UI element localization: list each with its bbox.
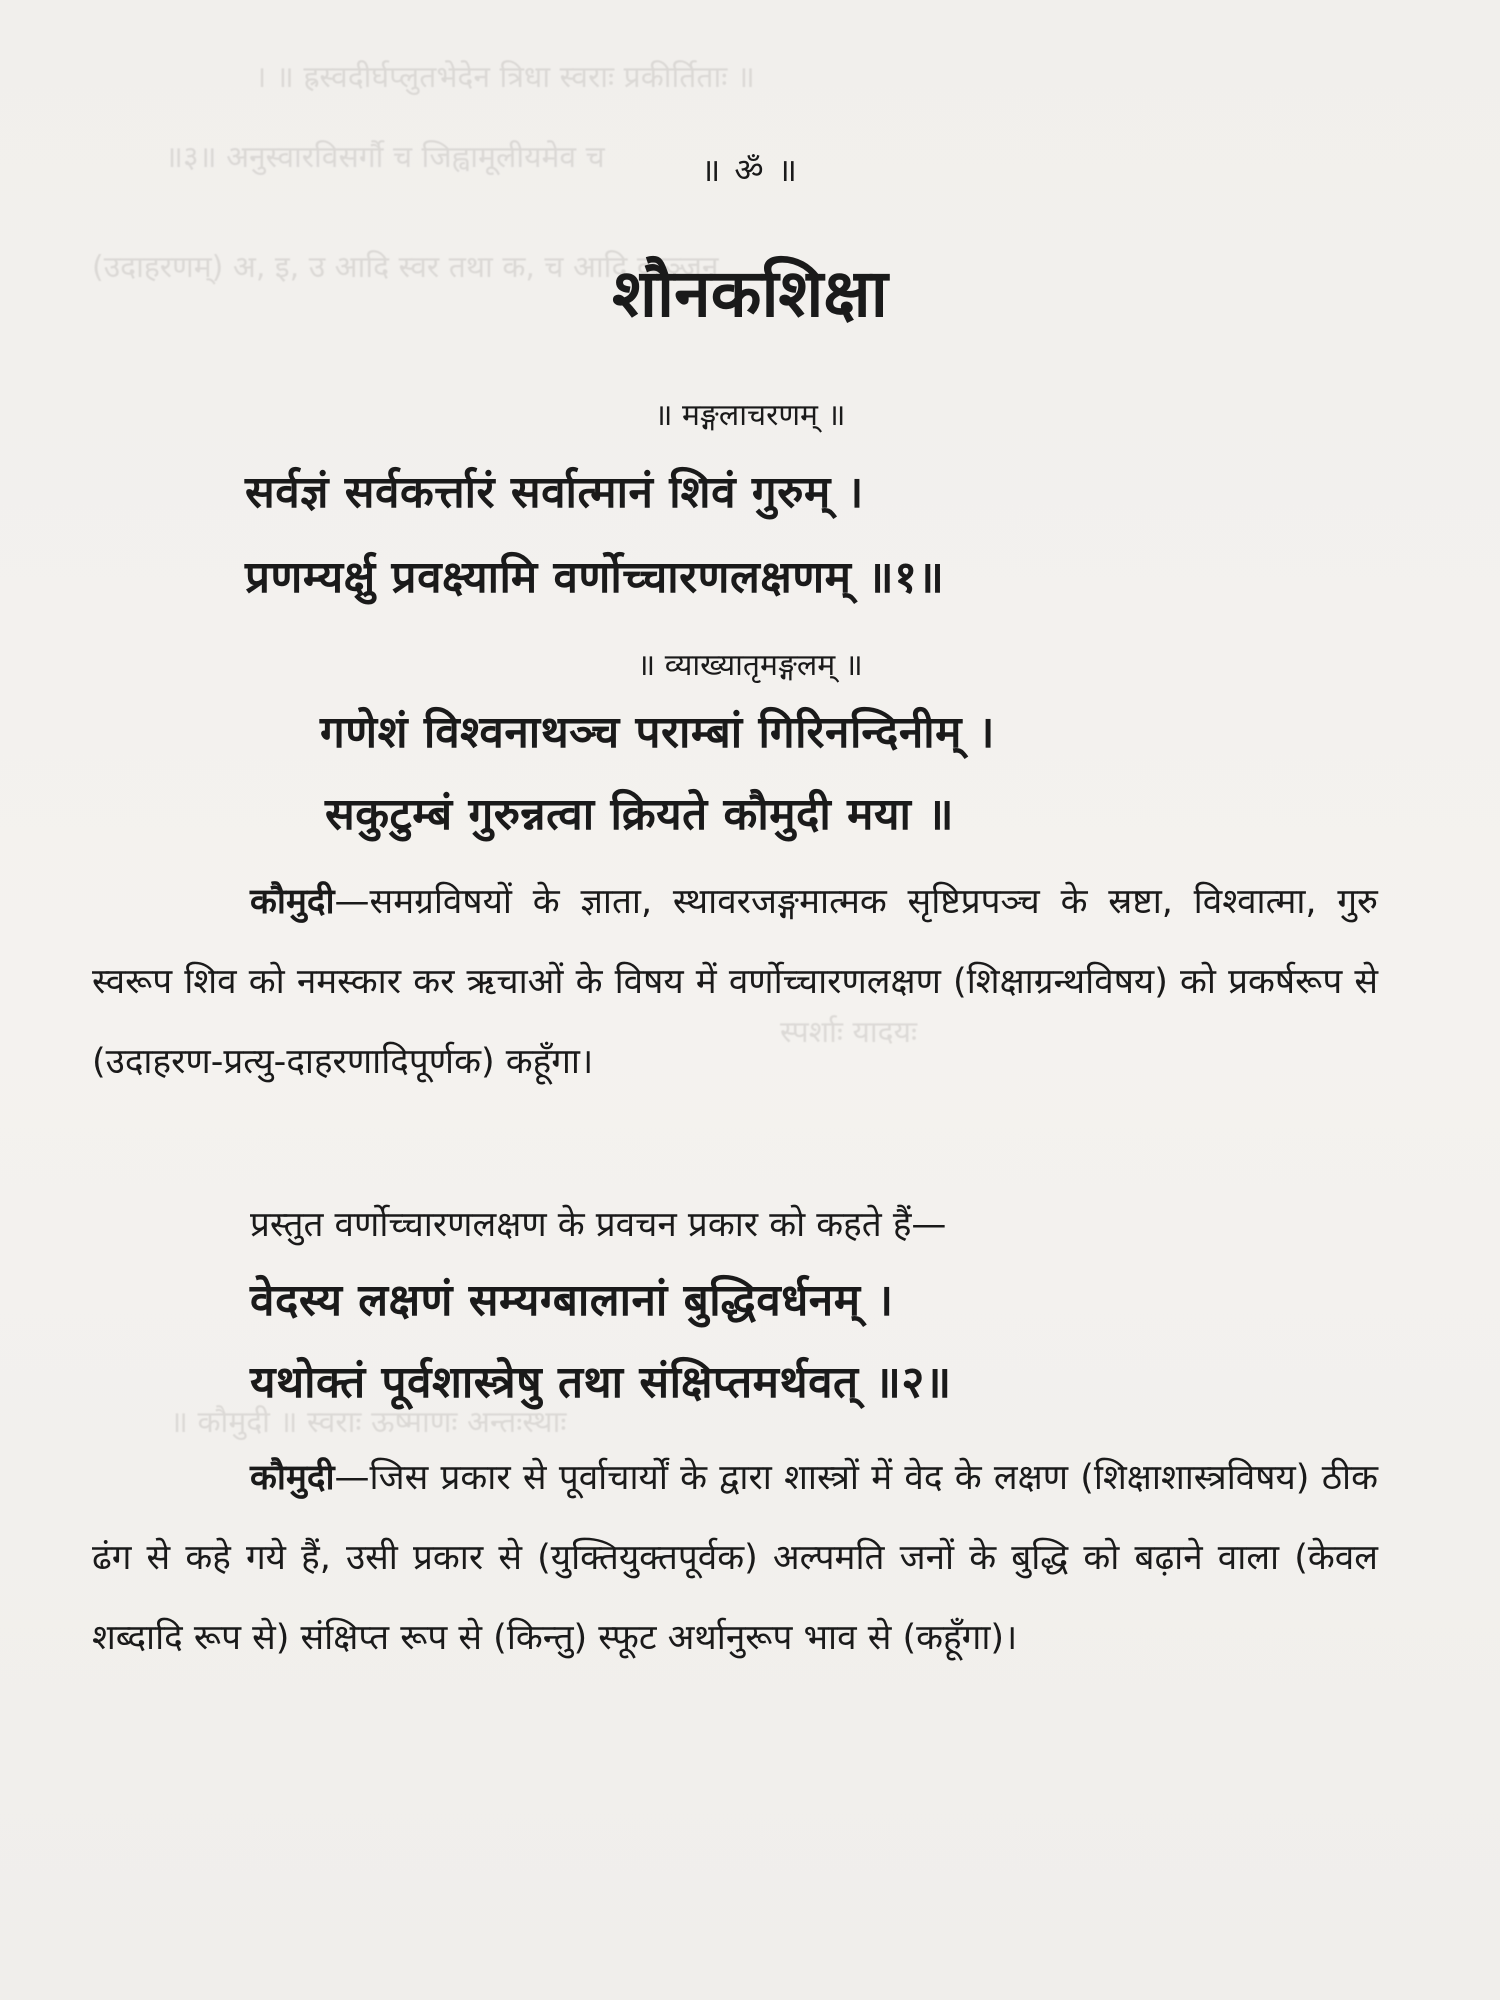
kaumudi-text: —जिस प्रकार से पूर्वाचार्यों के द्वारा शास्त्रों में वेद के लक्षण (शिक्षाशास्त्रविषय) ठीक ढंग से कहे गये हैं, उसी प्रकार से (युक्तियुक्तपूर्वक) अल्पमति जनों के बुद्धि को बढ़ाने वाला (केवल शब्दादि रूप से) संक्षिप्त रूप से (किन्तु) स्फूट अर्थानुरूप भाव से (कहूँगा)।: [92, 1458, 1378, 1658]
intro-verse-2: प्रस्तुत वर्णोच्चारणलक्षण के प्रवचन प्रकार को कहते हैं—: [250, 1205, 947, 1245]
vyakhyatri-verse-line-1: गणेशं विश्वनाथञ्च पराम्बां गिरिनन्दिनीम् ।: [320, 707, 995, 758]
vyakhyatri-mangalam-heading: ॥ व्याख्यातृमङ्गलम् ॥: [637, 648, 863, 683]
kaumudi-commentary-2: [92, 1438, 1378, 1678]
kaumudi-text: —समग्रविषयों के ज्ञाता, स्थावरजङ्गमात्मक सृष्टिप्रपञ्च के स्रष्टा, विश्वात्मा, गुरु स्वरूप शिव को नमस्कार कर ऋचाओं के विषय में वर्णोच्चारणलक्षण (शिक्षाग्रन्थविषय) को प्रकर्षरूप से (उदाहरण-प्रत्यु-दाहरणादिपूर्णक) कहूँगा।: [92, 882, 1378, 1082]
verse-1-line-1: सर्वज्ञं सर्वकर्त्तारं सर्वात्मानं शिवं गुरुम् ।: [245, 467, 864, 518]
mangalacharanam-heading: ॥ मङ्गलाचरणम् ॥: [654, 398, 846, 433]
bleed-through-text: स्पर्शाः यादयः: [780, 1015, 918, 1050]
page-title: शौनकशिक्षा: [612, 255, 888, 332]
kaumudi-commentary-1: [92, 862, 1378, 1102]
bleed-through-text: (उदाहरणम्) अ, इ, उ आदि स्वर तथा क, च आदि व्यञ्जन: [92, 250, 719, 285]
om-invocation: ॥ ॐ ॥: [701, 151, 799, 189]
bleed-through-text: ॥ कौमुदी ॥ स्वराः ऊष्माणः अन्तःस्थाः: [170, 1405, 567, 1440]
verse-1-line-2: प्रणम्यर्क्षु प्रवक्ष्यामि वर्णोच्चारणलक्षणम् ॥१॥: [245, 552, 945, 603]
vyakhyatri-verse-line-2: सकुटुम्बं गुरुन्नत्वा क्रियते कौमुदी मया ॥: [325, 789, 955, 840]
verse-2-line-2: यथोक्तं पूर्वशास्त्रेषु तथा संक्षिप्तमर्थवत् ॥२॥: [250, 1357, 952, 1408]
bleed-through-text: ॥३॥ अनुस्वारविसर्गौ च जिह्वामूलीयमेव च: [165, 140, 605, 175]
bleed-through-text: । ॥ ह्रस्वदीर्घप्लुतभेदेन त्रिधा स्वराः प्रकीर्तिताः ॥: [255, 60, 755, 95]
kaumudi-label: कौमुदी: [250, 882, 335, 922]
verse-2-line-1: वेदस्य लक्षणं सम्यग्बालानां बुद्धिवर्धनम् ।: [250, 1275, 894, 1326]
kaumudi-label: कौमुदी: [250, 1458, 335, 1498]
